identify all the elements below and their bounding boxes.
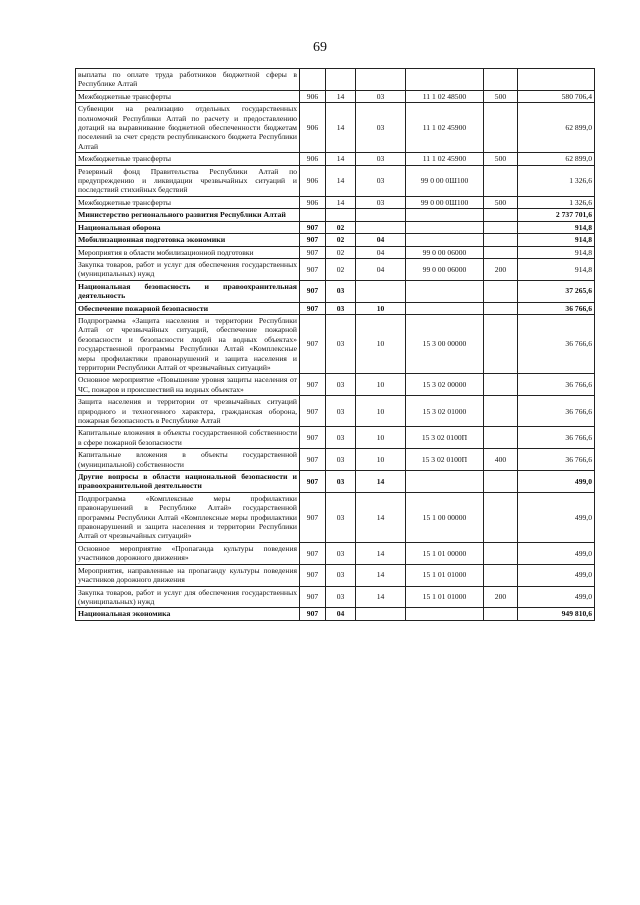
department-code-cell: 907 — [300, 608, 326, 620]
subsection-code-cell: 03 — [356, 165, 406, 196]
subsection-code-cell: 10 — [356, 302, 406, 314]
target-article-code-cell: 99 0 00 06000 — [406, 258, 484, 280]
target-article-code-cell: 15 1 00 00000 — [406, 492, 484, 542]
section-code-cell: 03 — [326, 586, 356, 608]
table-row — [76, 69, 595, 91]
target-article-code-cell — [406, 234, 484, 246]
subsection-code-cell — [356, 209, 406, 221]
department-code-cell: 907 — [300, 427, 326, 449]
section-code-cell: 02 — [326, 246, 356, 258]
table-body — [76, 69, 595, 621]
table-row — [76, 471, 595, 493]
amount-cell: 914,8 — [518, 221, 595, 233]
row-name-cell: Закупка товаров, работ и услуг для обеспечения государственных (муниципальных) нужд — [76, 586, 300, 608]
section-code-cell: 03 — [326, 280, 356, 302]
subsection-code-cell: 14 — [356, 492, 406, 542]
target-article-code-cell — [406, 608, 484, 620]
expense-type-code-cell — [484, 234, 518, 246]
amount-cell: 36 766,6 — [518, 302, 595, 314]
subsection-code-cell: 10 — [356, 374, 406, 396]
section-code-cell: 03 — [326, 492, 356, 542]
amount-cell: 37 265,6 — [518, 280, 595, 302]
table-row — [76, 221, 595, 233]
subsection-code-cell: 03 — [356, 196, 406, 208]
target-article-code-cell: 11 1 02 45900 — [406, 153, 484, 165]
amount-cell: 36 766,6 — [518, 396, 595, 427]
section-code-cell: 03 — [326, 314, 356, 373]
department-code-cell: 907 — [300, 542, 326, 564]
section-code-cell: 04 — [326, 608, 356, 620]
table-row — [76, 586, 595, 608]
subsection-code-cell: 04 — [356, 234, 406, 246]
department-code-cell: 907 — [300, 234, 326, 246]
subsection-code-cell: 03 — [356, 90, 406, 102]
amount-cell: 914,8 — [518, 234, 595, 246]
amount-cell: 62 899,0 — [518, 153, 595, 165]
expense-type-code-cell — [484, 103, 518, 153]
table-row — [76, 234, 595, 246]
row-name-cell: Мероприятия в области мобилизационной подготовки — [76, 246, 300, 258]
subsection-code-cell: 04 — [356, 258, 406, 280]
subsection-code-cell: 10 — [356, 314, 406, 373]
amount-cell: 499,0 — [518, 471, 595, 493]
target-article-code-cell — [406, 69, 484, 91]
subsection-code-cell — [356, 221, 406, 233]
table-row — [76, 492, 595, 542]
table-row — [76, 314, 595, 373]
subsection-code-cell — [356, 69, 406, 91]
table-row — [76, 246, 595, 258]
table-row — [76, 564, 595, 586]
budget-table — [75, 68, 595, 621]
subsection-code-cell: 14 — [356, 471, 406, 493]
table-row — [76, 608, 595, 620]
table-row — [76, 165, 595, 196]
row-name-cell: Министерство регионального развития Республики Алтай — [76, 209, 300, 221]
expense-type-code-cell — [484, 492, 518, 542]
row-name-cell: выплаты по оплате труда работников бюджетной сферы в Республике Алтай — [76, 69, 300, 91]
department-code-cell: 907 — [300, 302, 326, 314]
amount-cell: 1 326,6 — [518, 165, 595, 196]
expense-type-code-cell — [484, 374, 518, 396]
target-article-code-cell — [406, 209, 484, 221]
section-code-cell: 03 — [326, 302, 356, 314]
row-name-cell: Основное мероприятие «Повышение уровня защиты населения от ЧС, пожаров и происшествий на водных объектах» — [76, 374, 300, 396]
department-code-cell: 907 — [300, 246, 326, 258]
table-row — [76, 196, 595, 208]
amount-cell: 499,0 — [518, 586, 595, 608]
row-name-cell: Национальная безопасность и правоохранительная деятельность — [76, 280, 300, 302]
section-code-cell: 03 — [326, 564, 356, 586]
department-code-cell: 906 — [300, 90, 326, 102]
row-name-cell: Межбюджетные трансферты — [76, 90, 300, 102]
section-code-cell: 14 — [326, 90, 356, 102]
target-article-code-cell: 15 3 00 00000 — [406, 314, 484, 373]
department-code-cell: 907 — [300, 492, 326, 542]
amount-cell: 36 766,6 — [518, 374, 595, 396]
row-name-cell: Другие вопросы в области национальной безопасности и правоохранительной деятельности — [76, 471, 300, 493]
target-article-code-cell: 15 3 02 0100П — [406, 427, 484, 449]
expense-type-code-cell — [484, 246, 518, 258]
expense-type-code-cell — [484, 221, 518, 233]
department-code-cell — [300, 209, 326, 221]
row-name-cell: Подпрограмма «Комплексные меры профилактики правонарушений в Республике Алтай» государственной программы Республики Алтай «Комплексные меры профилактики правонарушений и защита населения и территории Республики Алтай от чрезвычайных ситуаций» — [76, 492, 300, 542]
section-code-cell: 03 — [326, 471, 356, 493]
row-name-cell: Резервный фонд Правительства Республики Алтай по предупреждению и ликвидации чрезвычайных ситуаций и последствий стихийных бедствий — [76, 165, 300, 196]
expense-type-code-cell — [484, 542, 518, 564]
row-name-cell: Капитальные вложения в объекты государственной (муниципальной) собственности — [76, 449, 300, 471]
row-name-cell: Защита населения и территории от чрезвычайных ситуаций природного и техногенного характера, гражданская оборона, пожарная безопасность в Республике Алтай — [76, 396, 300, 427]
table-row — [76, 153, 595, 165]
subsection-code-cell: 04 — [356, 246, 406, 258]
subsection-code-cell: 10 — [356, 449, 406, 471]
table-row — [76, 103, 595, 153]
section-code-cell: 03 — [326, 427, 356, 449]
target-article-code-cell: 11 1 02 45900 — [406, 103, 484, 153]
section-code-cell: 14 — [326, 196, 356, 208]
department-code-cell: 906 — [300, 153, 326, 165]
target-article-code-cell: 99 0 00 0Ш100 — [406, 165, 484, 196]
target-article-code-cell: 15 3 02 0100П — [406, 449, 484, 471]
subsection-code-cell: 14 — [356, 564, 406, 586]
subsection-code-cell: 10 — [356, 396, 406, 427]
expense-type-code-cell — [484, 608, 518, 620]
amount-cell: 499,0 — [518, 564, 595, 586]
section-code-cell: 03 — [326, 396, 356, 427]
amount-cell — [518, 69, 595, 91]
target-article-code-cell — [406, 221, 484, 233]
expense-type-code-cell — [484, 564, 518, 586]
amount-cell: 36 766,6 — [518, 314, 595, 373]
table-row — [76, 258, 595, 280]
table-row — [76, 280, 595, 302]
row-name-cell: Мероприятия, направленные на пропаганду культуры поведения участников дорожного движения — [76, 564, 300, 586]
subsection-code-cell: 14 — [356, 586, 406, 608]
expense-type-code-cell — [484, 471, 518, 493]
target-article-code-cell: 15 1 01 01000 — [406, 586, 484, 608]
amount-cell: 914,8 — [518, 246, 595, 258]
section-code-cell — [326, 209, 356, 221]
target-article-code-cell: 15 1 01 00000 — [406, 542, 484, 564]
target-article-code-cell — [406, 471, 484, 493]
expense-type-code-cell — [484, 302, 518, 314]
expense-type-code-cell: 500 — [484, 196, 518, 208]
page-number: 69 — [313, 40, 327, 55]
department-code-cell: 907 — [300, 586, 326, 608]
amount-cell: 499,0 — [518, 492, 595, 542]
expense-type-code-cell: 400 — [484, 449, 518, 471]
row-name-cell: Межбюджетные трансферты — [76, 196, 300, 208]
expense-type-code-cell — [484, 69, 518, 91]
department-code-cell: 907 — [300, 314, 326, 373]
table-row — [76, 90, 595, 102]
expense-type-code-cell: 500 — [484, 90, 518, 102]
section-code-cell: 02 — [326, 221, 356, 233]
subsection-code-cell: 03 — [356, 103, 406, 153]
subsection-code-cell: 10 — [356, 427, 406, 449]
expense-type-code-cell — [484, 314, 518, 373]
department-code-cell: 907 — [300, 564, 326, 586]
section-code-cell: 14 — [326, 153, 356, 165]
row-name-cell: Мобилизационная подготовка экономики — [76, 234, 300, 246]
department-code-cell: 907 — [300, 280, 326, 302]
target-article-code-cell: 11 1 02 48500 — [406, 90, 484, 102]
amount-cell: 914,8 — [518, 258, 595, 280]
target-article-code-cell: 15 3 02 00000 — [406, 374, 484, 396]
amount-cell: 36 766,6 — [518, 449, 595, 471]
amount-cell: 2 737 701,6 — [518, 209, 595, 221]
department-code-cell: 907 — [300, 221, 326, 233]
table-row — [76, 209, 595, 221]
expense-type-code-cell — [484, 396, 518, 427]
expense-type-code-cell — [484, 209, 518, 221]
amount-cell: 580 706,4 — [518, 90, 595, 102]
table-row — [76, 427, 595, 449]
section-code-cell: 03 — [326, 374, 356, 396]
expense-type-code-cell: 200 — [484, 586, 518, 608]
expense-type-code-cell: 200 — [484, 258, 518, 280]
expense-type-code-cell — [484, 427, 518, 449]
expense-type-code-cell: 500 — [484, 153, 518, 165]
subsection-code-cell — [356, 280, 406, 302]
row-name-cell: Национальная экономика — [76, 608, 300, 620]
expense-type-code-cell — [484, 280, 518, 302]
subsection-code-cell — [356, 608, 406, 620]
table-row — [76, 449, 595, 471]
amount-cell: 499,0 — [518, 542, 595, 564]
table-row — [76, 396, 595, 427]
table-row — [76, 374, 595, 396]
row-name-cell: Закупка товаров, работ и услуг для обеспечения государственных (муниципальных) нужд — [76, 258, 300, 280]
target-article-code-cell: 15 1 01 01000 — [406, 564, 484, 586]
section-code-cell: 02 — [326, 234, 356, 246]
expense-type-code-cell — [484, 165, 518, 196]
section-code-cell: 14 — [326, 103, 356, 153]
row-name-cell: Подпрограмма «Защита населения и территории Республики Алтай от чрезвычайных ситуаций, обеспечение пожарной безопасности и безопасности людей на водных объектах» государственной программы Республики Алтай «Комплексные меры профилактики правонарушений и защита населения и территории Республики Алтай от чрезвычайных ситуаций» — [76, 314, 300, 373]
target-article-code-cell: 15 3 02 01000 — [406, 396, 484, 427]
row-name-cell: Субвенции на реализацию отдельных государственных полномочий Республики Алтай по расчету и предоставлению дотаций на выравнивание бюджетной обеспеченности бюджетам поселений за счет средств республиканского бюджета Республики Алтай — [76, 103, 300, 153]
department-code-cell: 906 — [300, 196, 326, 208]
section-code-cell: 03 — [326, 449, 356, 471]
department-code-cell — [300, 69, 326, 91]
table-row — [76, 542, 595, 564]
target-article-code-cell: 99 0 00 0Ш100 — [406, 196, 484, 208]
target-article-code-cell — [406, 302, 484, 314]
section-code-cell: 14 — [326, 165, 356, 196]
department-code-cell: 907 — [300, 374, 326, 396]
target-article-code-cell: 99 0 00 06000 — [406, 246, 484, 258]
row-name-cell: Обеспечение пожарной безопасности — [76, 302, 300, 314]
section-code-cell — [326, 69, 356, 91]
amount-cell: 1 326,6 — [518, 196, 595, 208]
section-code-cell: 02 — [326, 258, 356, 280]
amount-cell: 62 899,0 — [518, 103, 595, 153]
amount-cell: 36 766,6 — [518, 427, 595, 449]
row-name-cell: Национальная оборона — [76, 221, 300, 233]
department-code-cell: 906 — [300, 165, 326, 196]
table-row — [76, 302, 595, 314]
target-article-code-cell — [406, 280, 484, 302]
row-name-cell: Межбюджетные трансферты — [76, 153, 300, 165]
row-name-cell: Основное мероприятие «Пропаганда культуры поведения участников дорожного движения» — [76, 542, 300, 564]
subsection-code-cell: 03 — [356, 153, 406, 165]
department-code-cell: 907 — [300, 449, 326, 471]
section-code-cell: 03 — [326, 542, 356, 564]
department-code-cell: 907 — [300, 471, 326, 493]
department-code-cell: 907 — [300, 258, 326, 280]
row-name-cell: Капитальные вложения в объекты государственной собственности в сфере пожарной безопасности — [76, 427, 300, 449]
subsection-code-cell: 14 — [356, 542, 406, 564]
department-code-cell: 906 — [300, 103, 326, 153]
department-code-cell: 907 — [300, 396, 326, 427]
amount-cell: 949 810,6 — [518, 608, 595, 620]
